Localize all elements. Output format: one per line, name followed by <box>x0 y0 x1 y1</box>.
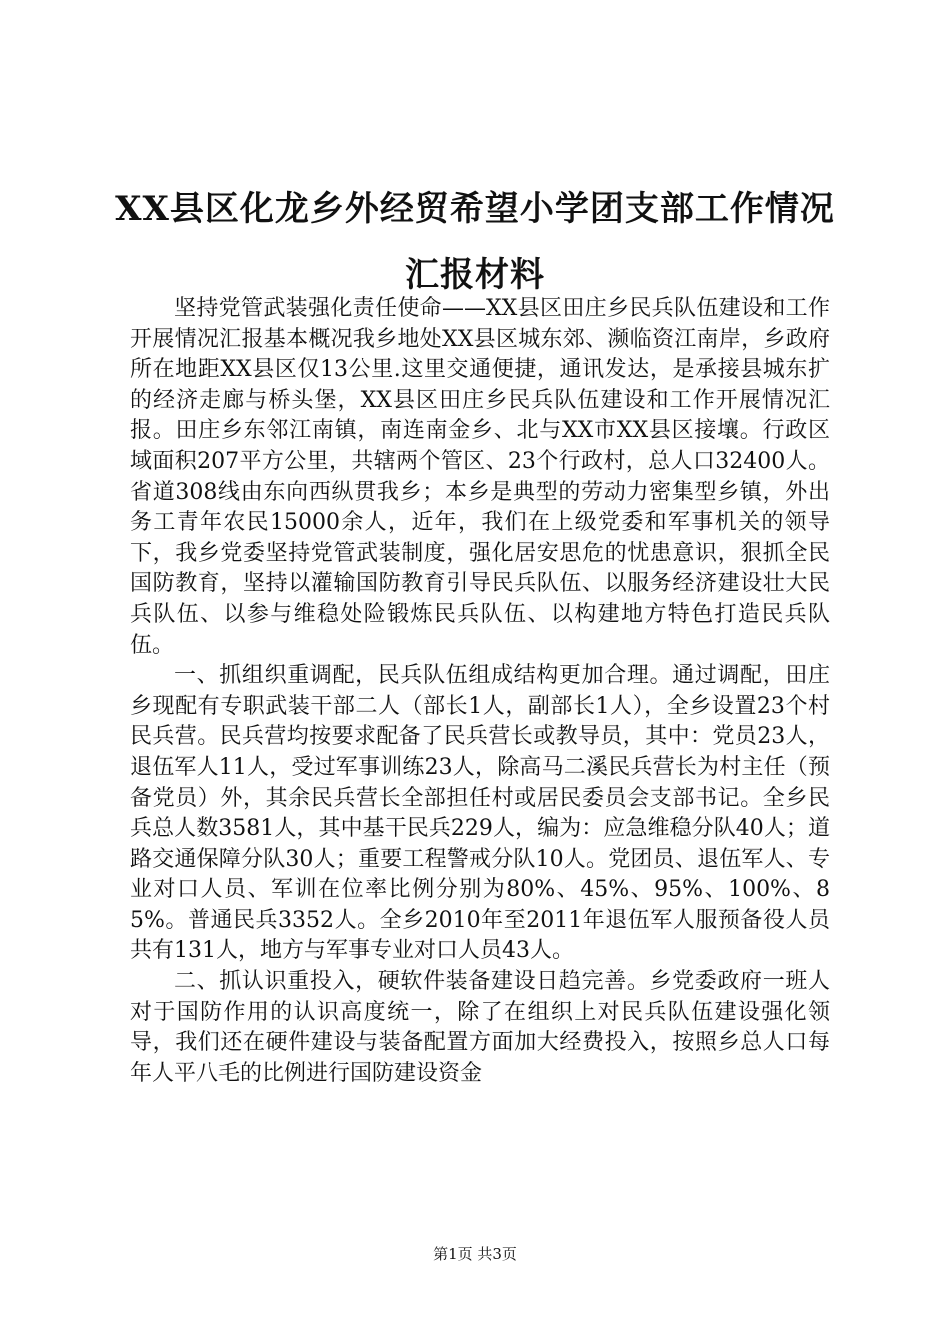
document-title: XX县区化龙乡外经贸希望小学团支部工作情况汇报材料 <box>115 189 835 295</box>
paragraph-2: 一、抓组织重调配，民兵队伍组成结构更加合理。通过调配，田庄乡现配有专职武装干部二人（部长1人，副部长1人），全乡设置23个村民兵营。民兵营均按要求配备了民兵营长或教导员，其中：党员23人，退伍军人11人，受过军事训练23人，除高马二溪民兵营长为村主任（预备党员）外，其余民兵营长全部担任村或居民委员会支部书记。全乡民兵总人数3581人，其中基干民兵229人，编为：应急维稳分队40人；道路交通保障分队30人；重要工程警戒分队10人。党团员、退伍军人、专业对口人员、军训在位率比例分别为80%、45%、95%、100%、85%。普通民兵3352人。全乡2010年至2011年退伍军人服预备役人员共有131人，地方与军事专业对口人员43人。 <box>130 663 830 964</box>
page-footer: 第1页 共3页 <box>433 1245 517 1263</box>
paragraph-3: 二、抓认识重投入，硬软件装备建设日趋完善。乡党委政府一班人对于国防作用的认识高度统一，除了在组织上对民兵队伍建设强化领导，我们还在硬件建设与装备配置方面加大经费投入，按照乡总人口每年人平八毛的比例进行国防建设资金 <box>130 969 830 1086</box>
document-body <box>130 294 830 1089</box>
paragraph-1: 坚持党管武装强化责任使命——XX县区田庄乡民兵队伍建设和工作开展情况汇报基本概况我乡地处XX县区城东郊、濒临资江南岸，乡政府所在地距XX县区仅13公里.这里交通便捷，通讯发达，是承接县城东扩的经济走廊与桥头堡，XX县区田庄乡民兵队伍建设和工作开展情况汇报。田庄乡东邻江南镇，南连南金乡、北与XX市XX县区接壤。行政区域面积207平方公里，共辖两个管区、23个行政村，总人口32400人。省道308线由东向西纵贯我乡；本乡是典型的劳动力密集型乡镇，外出务工青年农民15000余人，近年，我们在上级党委和军事机关的领导下，我乡党委坚持党管武装制度，强化居安思危的忧患意识，狠抓全民国防教育，坚持以灌输国防教育引导民兵队伍、以服务经济建设壮大民兵队伍、以参与维稳处险锻炼民兵队伍、以构建地方特色打造民兵队伍。 <box>130 296 830 658</box>
